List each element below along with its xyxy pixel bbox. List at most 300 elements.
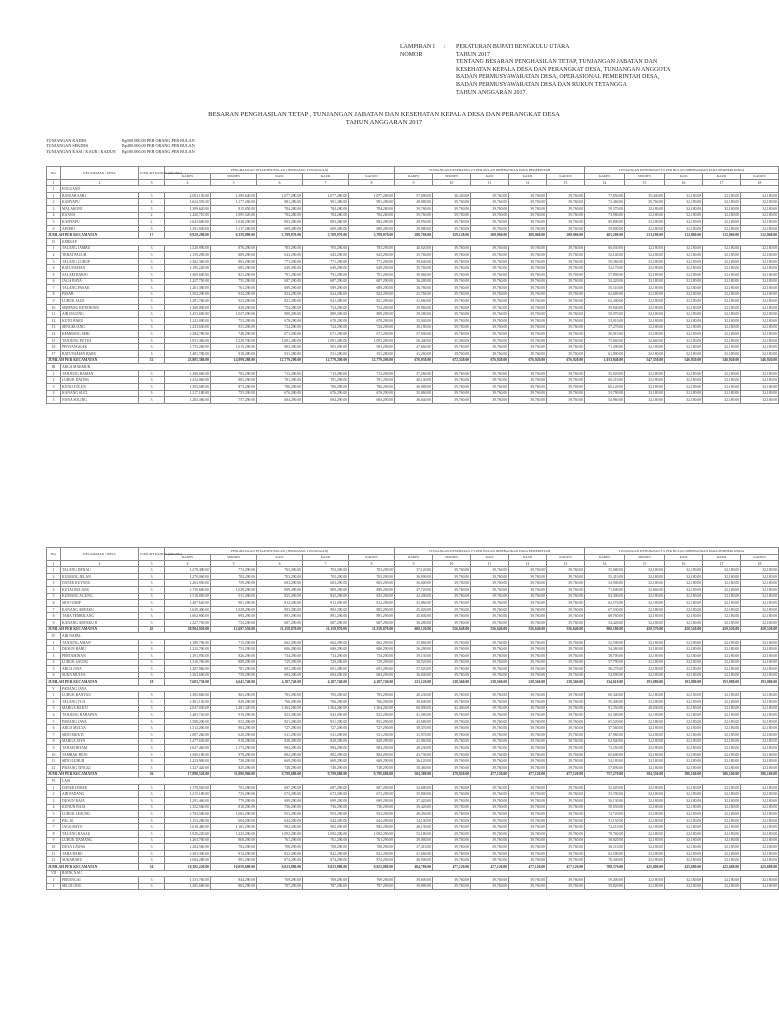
amount-cell: 49,950.00 [395,219,433,226]
amount-cell: 1,189,700.00 [165,639,211,646]
section-kecamatan-name: BATIK NAU [61,870,779,877]
amount-cell: 39,760.00 [471,205,509,212]
amount-cell: 1,289,660.00 [165,370,211,377]
amount-cell: 58,700.00 [585,652,625,659]
amount-cell: 41,960.00 [395,738,433,745]
amount-cell: 39,760.00 [471,291,509,298]
desa-name: PADANG TINGGI [61,765,139,772]
amount-cell: 39,760.00 [471,304,509,311]
column-number: 14 [585,561,625,567]
amount-cell: 4,187,740.00 [257,679,303,686]
amount-cell: 1,203,360.00 [165,397,211,404]
jumlah-kadun: 3 [139,837,165,844]
amount-cell: 36,780.00 [395,285,433,292]
amount-cell: 689,290.00 [349,285,395,292]
amount-cell: 238,560.00 [547,679,585,686]
amount-cell: 35,760.00 [395,252,433,259]
amount-cell: 9,023,880.00 [303,863,349,870]
amount-cell: 32,180.00 [703,857,741,864]
amount-cell: 812,290.00 [349,600,395,607]
amount-cell: 32,180.00 [625,331,665,338]
amount-cell: 32,180.00 [665,311,703,318]
amount-cell: 786,290.00 [257,384,303,391]
amount-cell: 673,290.00 [349,791,395,798]
amount-cell: 39,760.00 [509,370,547,377]
amount-cell: 403,200.00 [585,232,625,239]
amount-cell: 32,180.00 [665,606,703,613]
desa-row [47,318,779,325]
amount-cell: 32,180.00 [665,331,703,338]
jumlah-kadun: 3 [139,672,165,679]
desa-row [47,573,779,580]
amount-cell: 32,180.00 [703,344,741,351]
amount-cell: 32,180.00 [703,883,741,890]
amount-cell: 59,070.00 [585,311,625,318]
desa-row [47,265,779,272]
amount-cell: 9,799,680.00 [303,771,349,778]
desa-number: 2 [47,883,61,890]
amount-cell: 683,290.00 [257,580,303,587]
amount-cell: 32,180.00 [703,758,741,765]
amount-cell: 784,280.00 [349,212,395,219]
amount-cell: 477,120.00 [433,863,471,870]
amount-cell: 39,760.00 [471,199,509,206]
amount-cell: 32,180.00 [741,606,779,613]
lampiran-row [400,82,740,90]
amount-cell: 75,660.00 [585,337,625,344]
amount-cell: 32,180.00 [741,384,779,391]
amount-cell: 32,180.00 [703,745,741,752]
header-col-kasi: KASI [257,554,303,561]
amount-cell: 39,760.00 [509,751,547,758]
desa-name: TALANG DENAU [61,567,139,574]
amount-cell: 863,290.00 [211,258,257,265]
amount-cell: 39,760.00 [471,672,509,679]
amount-cell: 39,760.00 [547,692,585,699]
amount-cell: 786,290.00 [303,384,349,391]
amount-cell: 889,290.00 [257,586,303,593]
desa-number: 3 [47,705,61,712]
desa-row [47,324,779,331]
amount-cell: 32,180.00 [665,850,703,857]
desa-number: 8 [47,291,61,298]
jumlah-kadun: 3 [139,291,165,298]
amount-cell: 684,290.00 [303,397,349,404]
amount-cell: 39,760.00 [509,318,547,325]
header-col-sekdes: SEKDES [211,554,257,561]
amount-cell: 56,130.00 [585,797,625,804]
desa-number: 11 [47,850,61,857]
amount-cell: 39,760.00 [471,692,509,699]
column-number: 15 [625,180,665,186]
amount-cell: 713,290.00 [303,370,349,377]
amount-cell: 687,290.00 [257,619,303,626]
amount-cell: 1,178,920.00 [165,784,211,791]
title-line-1: BESARAN PENGHASILAN TETAP , TUNJANGAN JABATAN DAN KESEHATAN KEPALA DESA DAN PERANGKAT DESA [208,111,560,118]
amount-cell: 11,358,870.00 [349,626,395,633]
amount-cell: 687,290.00 [257,784,303,791]
desa-number: 11 [47,758,61,765]
amount-cell: 713,290.00 [211,639,257,646]
amount-cell: 39,760.00 [433,811,471,818]
jumlah-kadun: 3 [139,692,165,699]
amount-cell: 822,290.00 [303,850,349,857]
amount-cell: 39,760.00 [509,573,547,580]
parameter-row [46,149,202,154]
amount-cell: 32,180.00 [703,646,741,653]
amount-cell: 425,680.00 [741,863,779,870]
amount-cell: 649,290.00 [349,265,395,272]
amount-cell: 39,760.00 [547,758,585,765]
amount-cell: 12,697,550.00 [211,626,257,633]
desa-row [47,593,779,600]
amount-cell: 39,760.00 [471,271,509,278]
subtotal-label: JUMLAH PER KECAMATAN [47,863,139,870]
amount-cell: 32,180.00 [741,857,779,864]
amount-cell: 32,180.00 [625,245,665,252]
amount-cell: 39,760.00 [509,692,547,699]
column-number: 6 [257,561,303,567]
amount-cell: 644,290.00 [257,817,303,824]
lampiran-key [400,82,444,90]
amount-cell: 32,180.00 [665,738,703,745]
amount-cell: 32,180.00 [741,397,779,404]
column-number: 17 [703,561,741,567]
amount-cell: 38,460.00 [395,765,433,772]
header-col-kaur: KAUR [703,173,741,180]
amount-cell: 39,760.00 [433,613,471,620]
amount-cell: 32,180.00 [741,573,779,580]
amount-cell: 32,180.00 [625,765,665,772]
amount-cell: 40,140.00 [395,377,433,384]
amount-cell: 643,290.00 [257,252,303,259]
amount-cell: 40,030.00 [625,705,665,712]
amount-cell: 259,128.00 [433,232,471,239]
desa-name: TABA BARU [61,850,139,857]
amount-cell: 238,560.00 [509,679,547,686]
amount-cell: 1,092,290.00 [303,830,349,837]
amount-cell: 883,290.00 [349,606,395,613]
amount-cell: 32,180.00 [741,725,779,732]
jumlah-kadun: 18 [139,679,165,686]
amount-cell: 59,370.00 [585,205,625,212]
desa-name: APOHO [61,225,139,232]
amount-cell: 39,760.00 [433,646,471,653]
amount-cell: 32,180.00 [703,844,741,851]
amount-cell: 32,180.00 [741,699,779,706]
column-number: 11 [471,561,509,567]
amount-cell: 32,180.00 [741,791,779,798]
amount-cell: 63,300.00 [585,593,625,600]
amount-cell: 1,153,280.00 [165,817,211,824]
amount-cell: 32,180.00 [741,619,779,626]
amount-cell: 39,760.00 [433,699,471,706]
amount-cell: 684,290.00 [303,672,349,679]
amount-cell: 32,180.00 [703,639,741,646]
jumlah-kadun: 3 [139,751,165,758]
amount-cell: 1,092,290.00 [257,830,303,837]
amount-cell: 676,920.00 [509,357,547,364]
amount-cell: 32,180.00 [741,390,779,397]
desa-number: 11 [47,311,61,318]
desa-row [47,219,779,226]
amount-cell: 39,760.00 [433,593,471,600]
jumlah-kadun: 3 [139,258,165,265]
desa-row [47,652,779,659]
lampiran-key: NOMOR [400,51,423,58]
desa-name: TANJUNG RAMAN [61,370,139,377]
amount-cell: 1,223,290.00 [211,830,257,837]
amount-cell: 39,760.00 [433,830,471,837]
desa-row [47,370,779,377]
amount-cell: 1,027,290.00 [211,311,257,318]
jumlah-kadun: 3 [139,613,165,620]
amount-cell: 32,180.00 [741,593,779,600]
amount-cell: 39,760.00 [509,705,547,712]
amount-cell: 883,290.00 [257,606,303,613]
desa-number: 14 [47,331,61,338]
amount-cell: 32,180.00 [741,370,779,377]
amount-cell: 32,180.00 [703,718,741,725]
column-number: 12 [509,180,547,186]
amount-cell: 60,210.00 [585,377,625,384]
amount-cell: 35,360.00 [433,337,471,344]
amount-cell: 32,180.00 [625,370,665,377]
amount-cell: 1,784,500.00 [165,811,211,818]
column-number: 10 [433,180,471,186]
desa-number: 9 [47,837,61,844]
desa-row [47,672,779,679]
desa-number: 3 [47,205,61,212]
amount-cell: 10,059,680.00 [211,863,257,870]
amount-cell: 1,095,520.00 [211,212,257,219]
header-col-kasi: KASI [471,554,509,561]
desa-number: 4 [47,712,61,719]
amount-cell: 993,290.00 [211,613,257,620]
amount-cell: 52,170.00 [585,265,625,272]
amount-cell: 39,760.00 [547,850,585,857]
amount-cell: 208,960.00 [547,232,585,239]
lampiran-colon [444,52,456,60]
column-number: 12 [509,561,547,567]
amount-cell: 32,180.00 [741,692,779,699]
amount-cell: 39,760.00 [471,883,509,890]
jumlah-kadun: 3 [139,765,165,772]
amount-cell: 678,290.00 [257,318,303,325]
column-number: 3 [139,180,165,186]
amount-cell: 62,680.00 [585,291,625,298]
jumlah-kadun: 3 [139,252,165,259]
amount-cell: 32,180.00 [625,291,665,298]
amount-cell: 766,290.00 [349,699,395,706]
amount-cell: 39,760.00 [433,837,471,844]
desa-row [47,245,779,252]
amount-cell: 32,180.00 [665,804,703,811]
amount-cell: 39,130.00 [395,652,433,659]
amount-cell: 32,180.00 [665,573,703,580]
amount-cell: 39,760.00 [547,192,585,199]
amount-cell: 727,290.00 [257,725,303,732]
amount-cell: 32,180.00 [625,837,665,844]
amount-cell: 32,180.00 [741,252,779,259]
amount-cell: 39,760.00 [547,732,585,739]
desa-name: SUKA MULYA [61,672,139,679]
amount-cell: 981,280.00 [303,199,349,206]
desa-number: 7 [47,606,61,613]
amount-cell: 193,080.00 [703,679,741,686]
section-number: II [47,238,61,245]
amount-cell: 32,180.00 [741,304,779,311]
jumlah-kadun: 3 [139,390,165,397]
amount-cell: 39,760.00 [433,844,471,851]
amount-cell: 1,487,620.00 [165,600,211,607]
amount-cell: 39,760.00 [509,811,547,818]
amount-cell: 42,200.00 [395,593,433,600]
amount-cell: 39,760.00 [547,666,585,673]
amount-cell: 65,600.00 [585,751,625,758]
amount-cell: 32,180.00 [625,877,665,884]
amount-cell: 59,360.00 [585,258,625,265]
column-number: 3 [139,561,165,567]
amount-cell: 39,760.00 [471,370,509,377]
amount-cell: 748,290.00 [303,765,349,772]
amount-cell: 39,760.00 [433,304,471,311]
amount-cell: 32,180.00 [625,567,665,574]
amount-cell: 786,290.00 [349,384,395,391]
amount-cell: 863,290.00 [211,883,257,890]
amount-cell: 39,760.00 [547,639,585,646]
amount-cell: 39,760.00 [433,712,471,719]
amount-cell: 20,904,920.00 [165,626,211,633]
amount-cell: 39,760.00 [547,377,585,384]
desa-number: 1 [47,639,61,646]
amount-cell: 79,760.00 [585,830,625,837]
amount-cell: 1,223,960.00 [165,758,211,765]
amount-cell: 39,760.00 [547,699,585,706]
amount-cell: 1,391,950.00 [165,652,211,659]
jumlah-kadun: 3 [139,192,165,199]
jumlah-kadun: 3 [139,705,165,712]
section-number: VII [47,870,61,877]
amount-cell: 39,760.00 [433,271,471,278]
amount-cell: 32,180.00 [703,285,741,292]
amount-cell: 831,290.00 [303,718,349,725]
desa-row [47,377,779,384]
amount-cell: 39,760.00 [547,324,585,331]
amount-cell: 49,980.00 [395,199,433,206]
amount-cell: 699,290.00 [257,797,303,804]
amount-cell: 39,760.00 [547,265,585,272]
amount-cell: 32,180.00 [665,245,703,252]
amount-cell: 883,280.00 [257,219,303,226]
amount-cell: 32,180.00 [665,258,703,265]
desa-number: 4 [47,212,61,219]
amount-cell: 39,760.00 [433,619,471,626]
section-number: I [47,186,61,193]
amount-cell: 828,290.00 [211,304,257,311]
amount-cell: 39,760.00 [509,580,547,587]
amount-cell: 818,290.00 [211,804,257,811]
amount-cell: 39,600.00 [395,877,433,884]
desa-row [47,751,779,758]
amount-cell: 7,683,730.00 [165,679,211,686]
amount-cell: 39,760.00 [471,265,509,272]
amount-cell: 703,290.00 [257,573,303,580]
column-number: 18 [741,180,779,186]
amount-cell: 891,290.00 [349,613,395,620]
amount-cell: 39,760.00 [509,278,547,285]
amount-cell: 55,410.00 [585,573,625,580]
amount-cell: 52,590.00 [585,639,625,646]
amount-cell: 748,290.00 [211,331,257,338]
amount-cell: 32,180.00 [741,797,779,804]
desa-number: 3 [47,384,61,391]
amount-cell: 73,980.00 [585,212,625,219]
amount-cell: 77,850.00 [585,192,625,199]
amount-cell: 783,290.00 [349,692,395,699]
amount-cell: 39,760.00 [547,837,585,844]
amount-cell: 903,290.00 [257,344,303,351]
amount-cell: 1,481,780.00 [165,351,211,358]
jumlah-kadun: 3 [139,278,165,285]
amount-cell: 863,290.00 [211,692,257,699]
subtotal-row [47,357,779,364]
amount-cell: 1,287,960.00 [165,666,211,673]
section-kecamatan-name: ARGA MAKMUR [61,364,779,371]
lampiran-row [400,74,740,82]
amount-cell: 39,760.00 [433,817,471,824]
amount-cell: 1,117,280.00 [211,225,257,232]
amount-cell: 687,290.00 [349,278,395,285]
amount-cell: 39,760.00 [433,797,471,804]
amount-cell: 32,180.00 [665,377,703,384]
amount-cell: 769,290.00 [349,877,395,884]
amount-cell: 32,180.00 [741,377,779,384]
amount-cell: 4,187,740.00 [349,679,395,686]
amount-cell: 844,290.00 [211,877,257,884]
amount-cell: 981,290.00 [211,857,257,864]
amount-cell: 484,780.00 [395,863,433,870]
desa-name: SIMPANG KETENONG [61,304,139,311]
amount-cell: 39,760.00 [509,245,547,252]
amount-cell: 32,180.00 [665,344,703,351]
kecamatan-section-row [47,870,779,877]
desa-row [47,830,779,837]
amount-cell: 39,760.00 [509,397,547,404]
amount-cell: 781,290.00 [303,377,349,384]
amount-cell: 39,760.00 [509,837,547,844]
amount-cell: 1,015,290.00 [211,344,257,351]
header-group-penghasilan: PENGHASILAN TETAP PER BULAN (TERMASUK TUNJANGAN) [165,167,395,174]
amount-cell: 212,860.00 [741,232,779,239]
amount-cell: 32,180.00 [625,600,665,607]
amount-cell: 55,680.00 [585,567,625,574]
amount-cell: 32,180.00 [625,304,665,311]
amount-cell: 39,880.00 [395,883,433,890]
amount-cell: 982,290.00 [257,824,303,831]
desa-row [47,580,779,587]
amount-cell: 39,760.00 [509,199,547,206]
amount-cell: 54,420.00 [585,619,625,626]
amount-cell: 39,760.00 [471,718,509,725]
amount-cell: 918,290.00 [211,738,257,745]
amount-cell: 611,290.00 [303,732,349,739]
column-number: 6 [257,180,303,186]
amount-cell: 823,290.00 [257,712,303,719]
amount-cell: 699,290.00 [349,797,395,804]
amount-cell: 39,760.00 [471,298,509,305]
kecamatan-section-row [47,778,779,785]
